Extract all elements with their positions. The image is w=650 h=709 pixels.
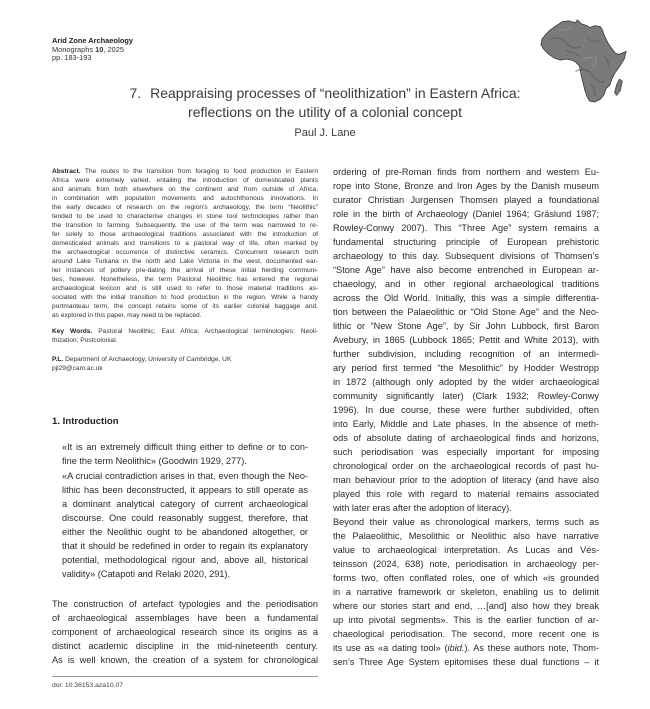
paragraph-line bbox=[333, 655, 599, 669]
paragraph-line bbox=[333, 291, 599, 305]
line-text: value to archaeological interpretation. As Lucas and Vés- bbox=[333, 545, 599, 555]
line-text: lithic has been deconstructed, it appears to still operate as bbox=[62, 485, 308, 495]
paragraph-line bbox=[333, 221, 599, 235]
series-year: , 2025 bbox=[103, 45, 124, 54]
line-text: validity» (Catapoti and Relaki 2020, 291). bbox=[62, 569, 231, 579]
line-text: The construction of artefact typologies and the periodisation bbox=[52, 599, 318, 609]
body-paragraph bbox=[333, 165, 599, 515]
footer-rule bbox=[52, 676, 318, 677]
abstract-line bbox=[52, 275, 318, 284]
paragraph-line bbox=[333, 319, 599, 333]
title-line-1 bbox=[0, 84, 650, 103]
line-text: domesticated animals and transitions to a pastoral way of life, often marked by bbox=[52, 240, 318, 247]
line-text: fundamental structuring principle of European prehistoric bbox=[333, 237, 599, 247]
paragraph-line bbox=[52, 597, 318, 611]
paragraph-line bbox=[333, 613, 599, 627]
line-text: as explored in this paper, may need to be replaced. bbox=[52, 312, 202, 319]
paragraph-line bbox=[333, 585, 599, 599]
paragraph-line bbox=[333, 333, 599, 347]
line-text: in a narrative framework or skeleton, enabling us to delimit bbox=[333, 587, 599, 597]
paragraph-line bbox=[333, 361, 599, 375]
paragraph-line bbox=[333, 487, 599, 501]
abstract-line bbox=[52, 167, 318, 176]
abstract-line bbox=[52, 248, 318, 257]
italic-text: ibid. bbox=[447, 643, 465, 653]
series-name: Monographs bbox=[52, 45, 94, 54]
line-text: curator Christian Jurgensen Thomsen played a foundational bbox=[333, 195, 599, 205]
paragraph-line bbox=[333, 571, 599, 585]
paragraph-line bbox=[333, 417, 599, 431]
journal-series bbox=[52, 46, 133, 55]
line-text: up into pivotal segments». This is the earlier function of ar- bbox=[333, 615, 599, 625]
abstract-line bbox=[52, 266, 318, 275]
paragraph-line bbox=[333, 515, 599, 529]
line-text: that it should be redefined in order to regain its explanatory bbox=[62, 541, 308, 551]
quote-line bbox=[62, 497, 308, 511]
paragraph-line bbox=[333, 263, 599, 277]
quote-line bbox=[62, 483, 308, 497]
line-text: a dominant analytical category of current archaeological bbox=[62, 499, 308, 509]
paragraph-line bbox=[333, 501, 599, 515]
line-text: such periodisation was especially important for imposing bbox=[333, 447, 599, 457]
line-text: chaeological periodisation. The second, more recent one is bbox=[333, 629, 599, 639]
line-text: component of archaeological research since its origins as a bbox=[52, 627, 318, 637]
line-text: lithic or “New Stone Age”, by Sir John Lubbock, first Baron bbox=[333, 321, 599, 331]
paragraph-line bbox=[333, 473, 599, 487]
line-text: in 1872 (although only adopted by the wider archaeological bbox=[333, 377, 599, 387]
line-text: teinsson (2024, 638) note, periodisation in archaeology per- bbox=[333, 559, 599, 569]
author-affiliation bbox=[52, 355, 318, 373]
journal-header bbox=[52, 37, 133, 63]
quote-line bbox=[62, 539, 308, 553]
line-text: Africa were extremely varied, entailing the introduction of domesticated plants bbox=[52, 177, 318, 184]
line-text: Rowley-Conwy 2007). This “Three Age” system remains a bbox=[333, 223, 599, 233]
line-text: As is well known, the creation of a system for chronological bbox=[52, 655, 318, 665]
line-text: across the Old World. Initially, this was a simple differentia- bbox=[333, 293, 599, 303]
section-label: P.L. bbox=[52, 356, 64, 363]
line-text: portmanteau term, the concept retains some of its earlier colonial baggage and, bbox=[52, 303, 318, 310]
line-text: and animals from both elsewhere on the continent and from outside of Africa, bbox=[52, 186, 318, 193]
line-text: tion between the Palaeolithic or “Old Stone Age” and the Neo- bbox=[333, 307, 599, 317]
keywords-line bbox=[52, 336, 318, 345]
line-text: sociated with the initial transition to food production in the region. While a handy bbox=[52, 294, 318, 301]
chapter-title bbox=[0, 84, 650, 122]
keywords bbox=[52, 327, 318, 345]
abstract-line bbox=[52, 176, 318, 185]
line-text: thization; Postcolonial. bbox=[52, 337, 118, 344]
line-text: ). As these authors note, Thom- bbox=[464, 643, 599, 653]
paragraph-line bbox=[333, 277, 599, 291]
paragraph-line bbox=[333, 347, 599, 361]
line-text: role in the birth of Archaeology (Daniel 1964; Gräslund 1987; bbox=[333, 209, 599, 219]
line-text: distinct academic discipline in the mid-nineteenth century. bbox=[52, 641, 318, 651]
line-text: archaeological lexicon and is still used to refer to those material traditions as- bbox=[52, 285, 318, 292]
quote-line bbox=[62, 469, 308, 483]
paragraph-line bbox=[333, 431, 599, 445]
volume-number: 10 bbox=[95, 45, 104, 54]
quote-line bbox=[62, 553, 308, 567]
paragraph-line bbox=[52, 611, 318, 625]
paragraph-line bbox=[333, 543, 599, 557]
paragraph-line bbox=[333, 375, 599, 389]
paragraph-line bbox=[333, 403, 599, 417]
abstract bbox=[52, 167, 318, 320]
line-text: man behaviour prior to the adoption of literacy (and have also bbox=[333, 475, 599, 485]
line-text: Department of Archaeology, University of Cambridge, UK bbox=[63, 356, 232, 363]
doi-reference: doi: 10.36153.aza10.07 bbox=[52, 682, 124, 689]
line-text: either the Neolithic ought to be abandoned altogether, or bbox=[62, 527, 308, 537]
line-text: its use as «a dating tool» ( bbox=[333, 643, 448, 653]
quote-line bbox=[62, 525, 308, 539]
abstract-line bbox=[52, 185, 318, 194]
affiliation-line bbox=[52, 364, 318, 373]
affiliation-line bbox=[52, 355, 318, 364]
body-paragraph bbox=[52, 597, 318, 667]
title-line-2: reflections on the utility of a colonial concept bbox=[188, 104, 462, 120]
abstract-line bbox=[52, 239, 318, 248]
line-text: the archaeological occurrence of distinctive ceramics. Concurrent research both bbox=[52, 249, 318, 256]
line-text: chaeology, and in other regional archaeological traditions bbox=[333, 279, 599, 289]
paragraph-line bbox=[333, 459, 599, 473]
paragraph-line bbox=[52, 653, 318, 667]
line-text: played this role with regard to material remains associated bbox=[333, 489, 599, 499]
paragraph-line bbox=[333, 389, 599, 403]
paragraph-line bbox=[333, 165, 599, 179]
line-text: rope into Stone, Bronze and Iron Ages by the Danish museum bbox=[333, 181, 599, 191]
paragraph-line bbox=[52, 639, 318, 653]
line-text: ties, however. Nonetheless, the term Pastoral Neolithic has entered the regional bbox=[52, 276, 318, 283]
line-text: sen’s Three Age System epitomises these dual functions – it bbox=[333, 657, 599, 667]
line-text: fer solely to those archaeological traditions associated with the introduction of bbox=[52, 231, 318, 238]
line-text: “Stone Age” have also become entrenched in European ar- bbox=[333, 265, 599, 275]
section-label: Abstract. bbox=[52, 168, 81, 175]
line-text: the early decades of research on the region’s archaeology, the term “Neolithic” bbox=[52, 204, 318, 211]
paragraph-line bbox=[333, 529, 599, 543]
abstract-line bbox=[52, 293, 318, 302]
line-text: ordering of pre-Roman finds from northern and western Eu- bbox=[333, 167, 599, 177]
paragraph-line bbox=[52, 625, 318, 639]
line-text: Beyond their value as chronological markers, terms such as bbox=[333, 517, 599, 527]
abstract-line bbox=[52, 302, 318, 311]
paragraph-line bbox=[333, 179, 599, 193]
abstract-line bbox=[52, 203, 318, 212]
paragraph-line bbox=[333, 599, 599, 613]
line-text: «A crucial contradiction arises in that, even though the Neo- bbox=[62, 471, 308, 481]
keywords-line bbox=[52, 327, 318, 336]
paragraph-line bbox=[333, 235, 599, 249]
line-text: The routes to the transition from foraging to food production in Eastern bbox=[80, 168, 318, 175]
abstract-line bbox=[52, 221, 318, 230]
quote-line bbox=[62, 567, 308, 581]
abstract-line bbox=[52, 194, 318, 203]
line-text: Pastoral Neolithic; East Africa; Archaeological terminologies; Neoli- bbox=[92, 328, 318, 335]
abstract-line bbox=[52, 311, 318, 320]
line-text: lier instances of pottery pre-dating the arrival of these initial herding communi- bbox=[52, 267, 318, 274]
paragraph-line bbox=[333, 193, 599, 207]
right-column bbox=[333, 165, 599, 669]
abstract-line bbox=[52, 257, 318, 266]
line-text: ods of absolute dating of archaeological finds and horizons, bbox=[333, 433, 599, 443]
journal-name: Arid Zone Archaeology bbox=[52, 37, 134, 45]
paragraph-line bbox=[333, 207, 599, 221]
line-text: in combination with population movements and autochthonous innovations. In bbox=[52, 195, 318, 202]
line-text: archaeology to this day. Subsequent divisions of Thomsen’s bbox=[333, 251, 599, 261]
line-text: tended to be used to characterise changes in stone tool technologies rather than bbox=[52, 213, 318, 220]
line-text: pjl29@cam.ac.uk bbox=[52, 365, 103, 372]
line-text: where our stories start and end, …[and] also how they break bbox=[333, 601, 599, 611]
page-range: pp. 183-193 bbox=[52, 54, 92, 63]
section-heading: 1. Introduction bbox=[52, 416, 119, 427]
line-text: forms two, often conflated roles, one of which «is grounded bbox=[333, 573, 599, 583]
title-text-1: Reappraising processes of “neolithization” in Eastern Africa: bbox=[150, 85, 521, 101]
line-text: into Early, Middle and Late phases. In the absence of meth- bbox=[333, 419, 599, 429]
chapter-number: 7. bbox=[129, 85, 142, 101]
paragraph-line bbox=[333, 627, 599, 641]
abstract-line bbox=[52, 284, 318, 293]
paragraph-line bbox=[333, 445, 599, 459]
line-text: ary period first termed “the Mesolithic” by Hodder Westropp bbox=[333, 363, 599, 373]
line-text: discourse. One could reasonably suggest, therefore, that bbox=[62, 513, 308, 523]
line-text: the Palaeolithic, Mesolithic or Neolithic also have narrative bbox=[333, 531, 599, 541]
quote-line bbox=[62, 440, 308, 454]
paragraph-line bbox=[333, 641, 599, 655]
quote-line bbox=[62, 511, 308, 525]
line-text: «It is an extremely difficult thing either to define or to con- bbox=[62, 442, 308, 452]
line-text: of archaeological assemblages have been a fundamental bbox=[52, 613, 318, 623]
paragraph-line bbox=[333, 249, 599, 263]
author-name: Paul J. Lane bbox=[294, 127, 356, 139]
line-text: the transition to farming. Subsequently, the use of the term was narrowed to re- bbox=[52, 222, 318, 229]
paragraph-line bbox=[333, 305, 599, 319]
block-quote bbox=[62, 469, 308, 581]
line-text: potential, methodological rigour and, above all, historical bbox=[62, 555, 308, 565]
line-text: with later eras after the adoption of literacy). bbox=[333, 503, 512, 513]
paragraph-line bbox=[333, 557, 599, 571]
block-quote bbox=[62, 440, 308, 468]
line-text: community significantly later) (Clark 1932; Rowley-Conwy bbox=[333, 391, 599, 401]
line-text: 1996). In due course, these were further subdivided, often bbox=[333, 405, 599, 415]
line-text: fine the term Neolithic» (Goodwin 1929, 277). bbox=[62, 456, 247, 466]
abstract-line bbox=[52, 230, 318, 239]
line-text: Avebury, in 1865 (Lubbock 1865; Pettit and White 2013), with bbox=[333, 335, 599, 345]
quote-line bbox=[62, 454, 308, 468]
abstract-line bbox=[52, 212, 318, 221]
body-paragraph bbox=[333, 515, 599, 669]
line-text: further subdivision, including recognition of an intermedi- bbox=[333, 349, 599, 359]
line-text: around Lake Turkana in the north and Lake Victoria in the west, documented ear- bbox=[52, 258, 318, 265]
section-label: Key Words. bbox=[52, 328, 93, 335]
line-text: chronological order on the archaeological records of past hu- bbox=[333, 461, 599, 471]
